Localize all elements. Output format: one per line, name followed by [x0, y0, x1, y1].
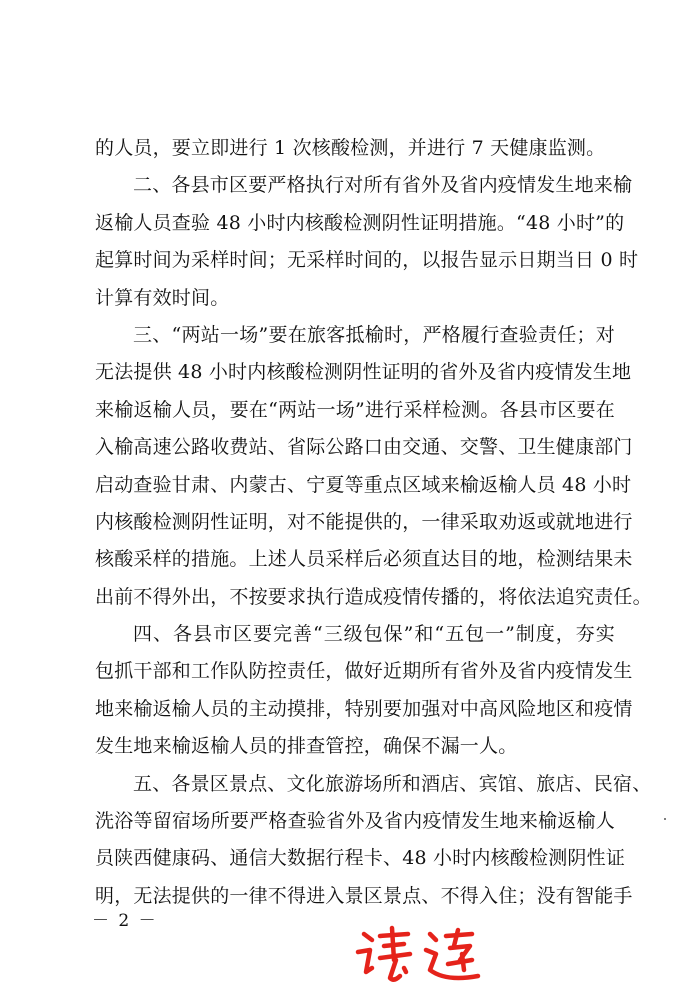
text-line: 启动查验甘肃、内蒙古、宁夏等重点区域来榆返榆人员 48 小时: [95, 473, 632, 496]
handwritten-signature: [350, 920, 490, 990]
scan-speck: [664, 818, 666, 820]
text-line: 三、“两站一场”要在旅客抵榆时，严格履行查验责任；对: [133, 323, 615, 346]
text-line: 地来榆返榆人员的主动摸排，特别要加强对中高风险地区和疫情: [95, 697, 633, 720]
text-line: 入榆高速公路收费站、省际公路口由交通、交警、卫生健康部门: [95, 436, 633, 459]
text-line: 员陕西健康码、通信大数据行程卡、48 小时内核酸检测阴性证: [95, 847, 626, 870]
text-line: 的人员，要立即进行 1 次核酸检测，并进行 7 天健康监测。: [95, 137, 606, 159]
text-line: 明，无法提供的一律不得进入景区景点、不得入住；没有智能手: [95, 884, 633, 907]
text-line: 来榆返榆人员，要在“两站一场”进行采样检测。各县市区要在: [95, 398, 615, 421]
text-line: 二、各县市区要严格执行对所有省外及省内疫情发生地来榆: [133, 174, 633, 197]
text-line: 起算时间为采样时间；无采样时间的，以报告显示日期当日 0 时: [95, 249, 639, 272]
text-line: 内核酸检测阴性证明，对不能提供的，一律采取劝返或就地进行: [95, 510, 633, 533]
page-number: － 2 －: [92, 911, 158, 931]
text-line: 计算有效时间。: [95, 286, 230, 309]
text-line: 无法提供 48 小时内核酸检测阴性证明的省外及省内疫情发生地: [95, 361, 632, 384]
text-line: 四、各县市区要完善“三级包保”和“五包一”制度，夯实: [133, 623, 615, 646]
text-line: 出前不得外出，不按要求执行造成疫情传播的，将依法追究责任。: [95, 585, 652, 608]
text-line: 核酸采样的措施。上述人员采样后必须直达目的地，检测结果未: [95, 548, 633, 571]
text-line: 包抓干部和工作队防控责任，做好近期所有省外及省内疫情发生: [95, 660, 633, 683]
document-body: [95, 130, 652, 915]
text-line: 发生地来榆返榆人员的排查管控，确保不漏一人。: [95, 735, 518, 758]
text-line: 洗浴等留宿场所要严格查验省外及省内疫情发生地来榆返榆人: [95, 810, 615, 833]
text-line: 返榆人员查验 48 小时内核酸检测阴性证明措施。“48 小时”的: [95, 211, 625, 234]
text-line: 五、各景区景点、文化旅游场所和酒店、宾馆、旅店、民宿、: [133, 772, 652, 795]
